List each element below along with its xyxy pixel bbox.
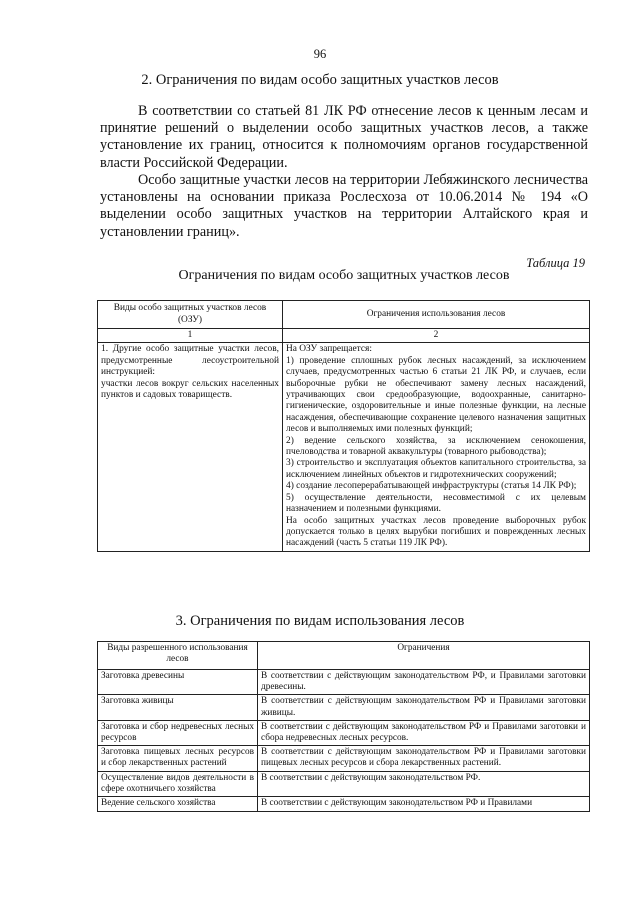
restriction-item: 4) создание лесоперерабатывающей инфраструктуры (статья 14 ЛК РФ); (286, 481, 577, 492)
header-ozu-types: Виды особо защитных участков лесов (ОЗУ) (98, 301, 283, 329)
use-type-cell: Заготовка и сбор недревесных лесных ресурсов (98, 720, 258, 745)
table-19-title: Ограничения по видам особо защитных участков лесов (178, 268, 510, 283)
restriction-list (286, 356, 586, 516)
section-3-heading: 3. Ограничения по видам использования лесов (175, 613, 465, 629)
limitation-cell: В соответствии с действующим законодательством РФ и Правилами заготовки живицы. (258, 695, 590, 720)
table-row (98, 670, 590, 695)
limitation-cell: В соответствии с действующим законодательством РФ и Правилами заготовки пищевых лесных ресурсов и сбора лекарственных растений. (258, 746, 590, 771)
header-restrictions: Ограничения использования лесов (283, 301, 590, 329)
section-2-paragraph-1: В соответствии со статьей 81 ЛК РФ отнесение лесов к ценным лесам и принятие решений о выделении особо защитных участков лесов, а также установление их границ, относится к полномочиям органов государственной власти Российской Федерации. (100, 103, 588, 171)
restriction-item: 3) строительство и эксплуатация объектов капитального строительства, за исключением линейных объектов и гидротехнических сооружений; (286, 458, 586, 480)
table-19-label: Таблица 19 (526, 256, 585, 270)
restriction-item: 5) осуществление деятельности, несовместимой с их целевым назначением и полезными функциями. (286, 492, 586, 515)
use-type-cell: Осуществление видов деятельности в сфере охотничьего хозяйства (98, 771, 258, 796)
column-number-1: 1 (98, 329, 283, 343)
table-row (98, 695, 590, 720)
limitation-cell: В соответствии с действующим законодательством РФ, и Правилами заготовки древесины. (258, 670, 590, 695)
ozu-restrictions-table (97, 300, 590, 552)
column-number-row (98, 329, 590, 343)
column-number-2: 2 (283, 329, 590, 343)
ozu-type-cell (98, 343, 283, 551)
ozu-type-detail: участки лесов вокруг сельских населенных пунктов и садовых товариществ. (101, 378, 279, 401)
table-row (98, 343, 590, 551)
table-row (98, 771, 590, 796)
section-2-heading: 2. Ограничения по видам особо защитных участков лесов (141, 72, 499, 88)
use-type-cell: Заготовка живицы (98, 695, 258, 720)
limitation-cell: В соответствии с действующим законодательством РФ. (258, 771, 590, 796)
use-type-cell: Заготовка пищевых лесных ресурсов и сбор лекарственных растений (98, 746, 258, 771)
restriction-intro: На ОЗУ запрещается: (286, 344, 372, 355)
header-use-types: Виды разрешенного использования лесов (98, 642, 258, 670)
limitation-cell: В соответствии с действующим законодательством РФ и Правилами (258, 797, 590, 812)
restriction-item: 1) проведение сплошных рубок лесных насаждений, за исключением случаев, предусмотренных частью 6 статьи 21 ЛК РФ, и случаев, если выборочные рубки не обеспечивают замену лесных насаждений, утрачивающих свои средообразующие, водоохранные, санитарно-гигиенические, оздоровительные и иные полезные функции, на лесные насаждения, обеспечивающие сохранение целевого назначения защитных лесов и выполняемых ими полезных функций; (286, 355, 586, 435)
page-number: 96 (313, 47, 327, 61)
table-row (98, 746, 590, 771)
forest-use-restrictions-table (97, 641, 590, 812)
ozu-restriction-cell (283, 343, 590, 551)
table-header-row (98, 301, 590, 329)
ozu-type-text: 1. Другие особо защитные участки лесов, предусмотренные лесоустроительной инструкцией: (101, 344, 279, 378)
table-row (98, 720, 590, 745)
section-2-paragraph-2: Особо защитные участки лесов на территории Лебяжинского лесничества установлены на основании приказа Рослесхоза от 10.06.2014 № 194 «О выделении особо защитных участков на территории Алтайского края и установлении границ». (100, 172, 588, 240)
use-type-cell: Заготовка древесины (98, 670, 258, 695)
table-row (98, 797, 590, 812)
restriction-item: 2) ведение сельского хозяйства, за исключением сенокошения, пчеловодства и товарной аквакультуры (товарного рыбоводства); (286, 435, 586, 458)
restriction-outro: На особо защитных участках лесов проведение выборочных рубок допускается только в целях вырубки погибших и поврежденных лесных насаждений (часть 5 статьи 119 ЛК РФ). (286, 515, 586, 549)
table-header-row (98, 642, 590, 670)
header-limitations: Ограничения (258, 642, 590, 670)
limitation-cell: В соответствии с действующим законодательством РФ и Правилами заготовки и сбора недревесных лесных ресурсов. (258, 720, 590, 745)
use-type-cell: Ведение сельского хозяйства (98, 797, 258, 812)
